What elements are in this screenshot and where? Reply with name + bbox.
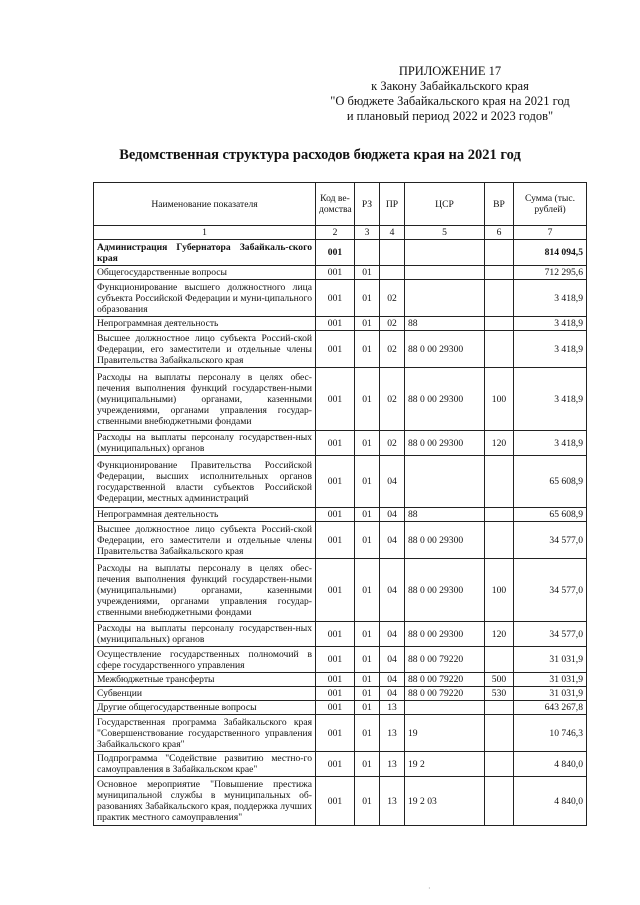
row-csr: 88 0 00 29300: [405, 622, 485, 647]
expense-structure-table: [93, 182, 587, 826]
row-csr: 88: [405, 317, 485, 331]
row-sum: 34 577,0: [514, 522, 587, 559]
page-mark: ·: [428, 884, 431, 893]
row-sum: 3 418,9: [514, 431, 587, 456]
row-pr: 04: [380, 622, 405, 647]
row-pr: 02: [380, 431, 405, 456]
table-row: [94, 701, 587, 715]
row-csr: 88 0 00 29300: [405, 431, 485, 456]
row-vr: [485, 456, 514, 508]
row-department-code: 001: [316, 647, 355, 673]
row-name: Непрограммная деятельность: [94, 508, 316, 522]
row-csr: 88 0 00 29300: [405, 331, 485, 368]
header-rz: РЗ: [355, 183, 380, 226]
row-department-code: 001: [316, 266, 355, 280]
row-pr: 04: [380, 522, 405, 559]
table-row: [94, 456, 587, 508]
row-name: Общегосударственные вопросы: [94, 266, 316, 280]
row-name: Субвенции: [94, 687, 316, 701]
header-pr: ПР: [380, 183, 405, 226]
row-pr: 04: [380, 559, 405, 622]
row-rz: [355, 240, 380, 266]
row-vr: [485, 508, 514, 522]
table-row: [94, 777, 587, 826]
row-rz: 01: [355, 715, 380, 752]
row-pr: 04: [380, 508, 405, 522]
appendix-header: [300, 64, 600, 124]
row-csr: 19 2 03: [405, 777, 485, 826]
row-rz: 01: [355, 622, 380, 647]
column-number: 3: [355, 226, 380, 240]
row-department-code: 001: [316, 280, 355, 317]
row-department-code: 001: [316, 522, 355, 559]
row-rz: 01: [355, 508, 380, 522]
row-csr: [405, 456, 485, 508]
row-csr: [405, 701, 485, 715]
row-pr: 02: [380, 368, 405, 431]
column-number: 1: [94, 226, 316, 240]
row-vr: [485, 266, 514, 280]
row-pr: [380, 240, 405, 266]
row-pr: 04: [380, 687, 405, 701]
row-name: Государственная программа Забайкальского края "Совершенствование государственного управления Забайкальского края": [94, 715, 316, 752]
row-vr: 100: [485, 368, 514, 431]
row-rz: 01: [355, 701, 380, 715]
row-rz: 01: [355, 266, 380, 280]
row-rz: 01: [355, 331, 380, 368]
row-sum: 65 608,9: [514, 508, 587, 522]
row-department-code: 001: [316, 559, 355, 622]
row-sum: 31 031,9: [514, 647, 587, 673]
column-number: 5: [405, 226, 485, 240]
table-row: [94, 280, 587, 317]
row-department-code: 001: [316, 687, 355, 701]
row-csr: 88 0 00 79220: [405, 647, 485, 673]
row-sum: 814 094,5: [514, 240, 587, 266]
row-pr: [380, 266, 405, 280]
row-sum: 31 031,9: [514, 673, 587, 687]
table-row: [94, 687, 587, 701]
row-pr: 13: [380, 715, 405, 752]
row-sum: 643 267,8: [514, 701, 587, 715]
row-pr: 04: [380, 456, 405, 508]
table-row: [94, 522, 587, 559]
row-csr: 88: [405, 508, 485, 522]
row-department-code: 001: [316, 622, 355, 647]
row-name: Подпрограмма "Содействие развитию местно-го самоуправления в Забайкальском крае": [94, 752, 316, 777]
row-department-code: 001: [316, 508, 355, 522]
row-vr: [485, 522, 514, 559]
row-csr: 88 0 00 29300: [405, 368, 485, 431]
row-vr: 500: [485, 673, 514, 687]
row-sum: 4 840,0: [514, 777, 587, 826]
row-name: Основное мероприятие "Повышение престижа муниципальной службы в муниципальных об-разованиях Забайкальского края, поддержка лучших практик местного самоуправления": [94, 777, 316, 826]
row-vr: 120: [485, 431, 514, 456]
row-sum: 4 840,0: [514, 752, 587, 777]
row-rz: 01: [355, 368, 380, 431]
row-department-code: 001: [316, 368, 355, 431]
row-name: Функционирование высшего должностного лица субъекта Российской Федерации и муни-ципального образования: [94, 280, 316, 317]
column-number: 6: [485, 226, 514, 240]
row-csr: 19 2: [405, 752, 485, 777]
row-name: Межбюджетные трансферты: [94, 673, 316, 687]
row-sum: 34 577,0: [514, 559, 587, 622]
row-name: Расходы на выплаты персоналу государствен-ных (муниципальных) органов: [94, 622, 316, 647]
row-vr: 530: [485, 687, 514, 701]
row-vr: [485, 647, 514, 673]
table-row: [94, 647, 587, 673]
row-vr: 100: [485, 559, 514, 622]
row-vr: [485, 752, 514, 777]
table-row: [94, 508, 587, 522]
header-vr: ВР: [485, 183, 514, 226]
row-sum: 3 418,9: [514, 317, 587, 331]
appendix-number: ПРИЛОЖЕНИЕ 17: [398, 64, 502, 78]
row-csr: 88 0 00 29300: [405, 559, 485, 622]
row-rz: 01: [355, 559, 380, 622]
row-rz: 01: [355, 317, 380, 331]
row-vr: 120: [485, 622, 514, 647]
row-rz: 01: [355, 673, 380, 687]
row-sum: 3 418,9: [514, 280, 587, 317]
row-rz: 01: [355, 522, 380, 559]
row-name: Другие общегосударственные вопросы: [94, 701, 316, 715]
row-rz: 01: [355, 280, 380, 317]
row-vr: [485, 240, 514, 266]
row-csr: [405, 266, 485, 280]
table-row: [94, 715, 587, 752]
row-name: Расходы на выплаты персоналу в целях обес-печения выполнения функций государствен-ными (муниципальными) органами, казенными учреждениями, органами управления государ-ственными внебюджетными фондами: [94, 559, 316, 622]
row-name: Непрограммная деятельность: [94, 317, 316, 331]
column-number-row: [94, 226, 587, 240]
row-pr: 13: [380, 752, 405, 777]
row-department-code: 001: [316, 673, 355, 687]
table-row: [94, 331, 587, 368]
row-name: Расходы на выплаты персоналу в целях обес-печения выполнения функций государствен-ными (муниципальными) органами, казенными учреждениями, органами управления государ-ственными внебюджетными фондами: [94, 368, 316, 431]
row-name: Администрация Губернатора Забайкаль-ского края: [94, 240, 316, 266]
row-pr: 02: [380, 280, 405, 317]
row-sum: 34 577,0: [514, 622, 587, 647]
appendix-law-period: и плановый период 2022 и 2023 годов": [346, 109, 554, 123]
row-sum: 10 746,3: [514, 715, 587, 752]
row-csr: 88 0 00 79220: [405, 673, 485, 687]
column-number: 2: [316, 226, 355, 240]
row-department-code: 001: [316, 701, 355, 715]
row-csr: 19: [405, 715, 485, 752]
row-vr: [485, 777, 514, 826]
header-csr: ЦСР: [405, 183, 485, 226]
row-vr: [485, 280, 514, 317]
row-vr: [485, 317, 514, 331]
row-rz: 01: [355, 647, 380, 673]
row-pr: 04: [380, 673, 405, 687]
table-row: [94, 559, 587, 622]
column-number: 4: [380, 226, 405, 240]
row-csr: 88 0 00 79220: [405, 687, 485, 701]
row-sum: 65 608,9: [514, 456, 587, 508]
row-name: Функционирование Правительства Российской Федерации, высших исполнительных органов государственной власти субъектов Российской Федерации, местных администраций: [94, 456, 316, 508]
document-title: Ведомственная структура расходов бюджета края на 2021 год: [119, 147, 521, 163]
row-rz: 01: [355, 752, 380, 777]
row-vr: [485, 701, 514, 715]
row-pr: 13: [380, 777, 405, 826]
table-row: [94, 240, 587, 266]
row-rz: 01: [355, 777, 380, 826]
row-pr: 02: [380, 331, 405, 368]
row-department-code: 001: [316, 456, 355, 508]
table-body: [94, 240, 587, 826]
row-department-code: 001: [316, 431, 355, 456]
row-rz: 01: [355, 456, 380, 508]
row-rz: 01: [355, 431, 380, 456]
table-row: [94, 622, 587, 647]
row-rz: 01: [355, 687, 380, 701]
table-row: [94, 673, 587, 687]
row-name: Осуществление государственных полномочий в сфере государственного управления: [94, 647, 316, 673]
header-department-code: Код ве-домства: [316, 183, 355, 226]
header-sum: Сумма (тыс. рублей): [514, 183, 587, 226]
row-csr: 88 0 00 29300: [405, 522, 485, 559]
row-csr: [405, 240, 485, 266]
header-name: Наименование показателя: [94, 183, 316, 226]
row-sum: 3 418,9: [514, 331, 587, 368]
row-sum: 712 295,6: [514, 266, 587, 280]
row-sum: 3 418,9: [514, 368, 587, 431]
row-pr: 04: [380, 647, 405, 673]
table-row: [94, 368, 587, 431]
row-csr: [405, 280, 485, 317]
row-department-code: 001: [316, 715, 355, 752]
appendix-law-ref: к Закону Забайкальского края: [371, 79, 529, 93]
row-department-code: 001: [316, 317, 355, 331]
appendix-law-title: "О бюджете Забайкальского края на 2021 год: [330, 94, 570, 108]
table-row: [94, 752, 587, 777]
table-row: [94, 266, 587, 280]
row-vr: [485, 715, 514, 752]
row-pr: 13: [380, 701, 405, 715]
table-row: [94, 317, 587, 331]
row-department-code: 001: [316, 752, 355, 777]
row-name: Высшее должностное лицо субъекта Россий-ской Федерации, его заместители и отдельные члены Правительства Забайкальского края: [94, 522, 316, 559]
row-department-code: 001: [316, 777, 355, 826]
table-row: [94, 431, 587, 456]
row-name: Расходы на выплаты персоналу государствен-ных (муниципальных) органов: [94, 431, 316, 456]
row-pr: 02: [380, 317, 405, 331]
table-header-row: [94, 183, 587, 226]
row-department-code: 001: [316, 240, 355, 266]
column-number: 7: [514, 226, 587, 240]
row-department-code: 001: [316, 331, 355, 368]
row-sum: 31 031,9: [514, 687, 587, 701]
row-name: Высшее должностное лицо субъекта Россий-ской Федерации, его заместители и отдельные члены Правительства Забайкальского края: [94, 331, 316, 368]
row-vr: [485, 331, 514, 368]
